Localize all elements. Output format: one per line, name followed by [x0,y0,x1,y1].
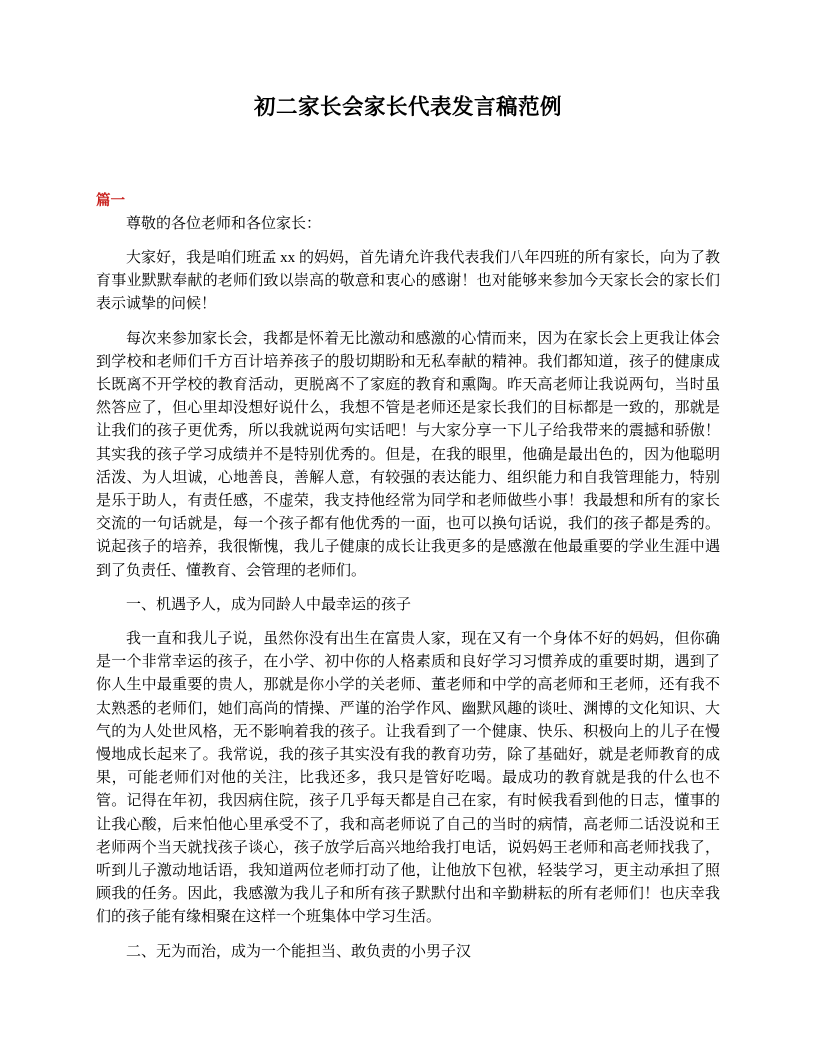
salutation-paragraph: 尊敬的各位老师和各位家长： [126,215,322,232]
paragraph-3: 我一直和我儿子说，虽然你没有出生在富贵人家，现在又有一个身体不好的妈妈，但你确是一个非常幸运的孩子，在小学、初中你的人格素质和良好学习习惯养成的重要时期，遇到了你人生中最重要的贵人，那就是你小学的关老师、董老师和中学的高老师和王老师，还有我不太熟悉的老师们，她们高尚的情操、严谨的治学作风、幽默风趣的谈吐、渊博的文化知识、大气的为人处世风格，无不影响着我的孩子。让我看到了一个健康、快乐、积极向上的儿子在慢慢地成长起来了。我常说，我的孩子其实没有我的教育功劳，除了基础好，就是老师教育的成果，可能老师们对他的关注，比我还多，我只是管好吃喝。最成功的教育就是我的什么也不管。记得在年初，我因病住院，孩子几乎每天都是自己在家，有时候我看到他的日志，懂事的让我心酸，后来怕他心里承受不了，我和高老师说了自己的当时的病情，高老师二话没说和王老师两个当天就找孩子谈心，孩子放学后高兴地给我打电话，说妈妈王老师和高老师找我了，听到儿子激动地话语，我知道两位老师打动了他，让他放下包袱，轻装学习，更主动承担了照顾我的任务。因此，我感激为我儿子和所有孩子默默付出和辛勤耕耘的所有老师们！也庆幸我们的孩子能有缘相聚在这样一个班集体中学习生活。 [96,630,720,926]
heading-section-one: 一、机遇予人，成为同龄人中最幸运的孩子 [126,596,412,613]
page-title: 初二家长会家长代表发言稿范例 [253,95,562,119]
heading-section-two: 二、无为而治，成为一个能担当、敢负责的小男子汉 [126,943,472,960]
section-marker [96,191,720,213]
paragraph-2: 每次来参加家长会，我都是怀着无比激动和感激的心情而来，因为在家长会上更我让体会到学校和老师们千方百计培养孩子的殷切期盼和无私奉献的精神。我们都知道，孩子的健康成长既离不开学校的教育活动，更脱离不了家庭的教育和熏陶。昨天高老师让我说两句，当时虽然答应了，但心里却没想好说什么，我想不管是老师还是家长我们的目标都是一致的，那就是让我们的孩子更优秀，所以我就说两句实话吧！与大家分享一下儿子给我带来的震撼和骄傲！其实我的孩子学习成绩并不是特别优秀的。但是，在我的眼里，他确是最出色的，因为他聪明活泼、为人坦诚，心地善良，善解人意，有较强的表达能力、组织能力和自我管理能力，特别是乐于助人，有责任感，不虚荣，我支持他经常为同学和老师做些小事！我最想和所有的家长交流的一句话就是，每一个孩子都有他优秀的一面，也可以换句话说，我们的孩子都是秀的。说起孩子的培养，我很惭愧，我儿子健康的成长让我更多的是感激在他最重要的学业生涯中遇到了负责任、懂教育、会管理的老师们。 [96,330,720,579]
section-marker-label: 篇一 [96,192,125,209]
paragraph-1: 大家好，我是咱们班孟 xx 的妈妈，首先请允许我代表我们八年四班的所有家长，向为了教育事业默默奉献的老师们致以崇高的敬意和衷心的感谢！也对能够来参加今天家长会的家长们表示诚挚的问候！ [96,249,720,313]
document-body [96,0,720,964]
